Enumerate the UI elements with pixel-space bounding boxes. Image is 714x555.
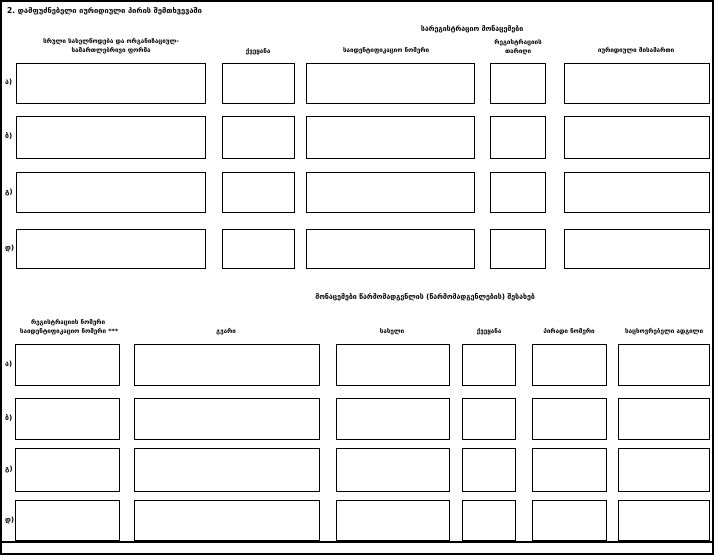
section-title: 2. დამფუძნებელი იურიდიული პირის შემთხვევაში xyxy=(7,6,202,15)
rep-cell-a-country[interactable] xyxy=(462,344,516,386)
rep-cell-g-personal[interactable] xyxy=(532,448,607,492)
rep-cell-b-country[interactable] xyxy=(462,398,516,440)
reg-cell-d-address[interactable] xyxy=(564,229,710,269)
rep-row-label-g: გ) xyxy=(5,465,13,473)
reg-cell-b-regdate[interactable] xyxy=(490,116,546,159)
reg-cell-a-fullname[interactable] xyxy=(16,63,206,104)
reg-cell-b-country[interactable] xyxy=(222,116,295,159)
col-header-regdate: რეგისტრაციის თარიღი xyxy=(494,39,542,56)
rep-cell-b-residence[interactable] xyxy=(618,398,710,440)
reg-cell-a-address[interactable] xyxy=(564,63,710,104)
col-header-rep-country: ქვეყანა xyxy=(476,328,502,335)
col-header-idnumber: საიდენტიფიკაციო ნომერი xyxy=(342,47,430,54)
reg-cell-d-idnumber[interactable] xyxy=(306,229,475,269)
reg-row-label-b: ბ) xyxy=(5,132,13,140)
reg-cell-g-fullname[interactable] xyxy=(16,172,206,213)
rep-cell-g-residence[interactable] xyxy=(618,448,710,492)
representatives-heading: მონაცემები წარმომადგენლის (წარმომადგენლების) შესახებ xyxy=(315,293,535,301)
rep-cell-a-name[interactable] xyxy=(336,344,450,386)
reg-cell-b-idnumber[interactable] xyxy=(306,116,475,159)
registration-heading: სარეგისტრაციო მონაცემები xyxy=(420,25,524,33)
rep-cell-a-regnumber[interactable] xyxy=(15,344,120,386)
col-header-personal-number: პირადი ნომერი xyxy=(543,328,595,335)
col-header-fullname: სრული სახელწოდება და ორგანიზაციულ-სამართლებრივი ფორმა xyxy=(43,38,179,55)
rep-cell-d-surname[interactable] xyxy=(134,500,320,541)
reg-row-label-d: დ) xyxy=(5,244,15,252)
rep-cell-a-personal[interactable] xyxy=(532,344,607,386)
rep-row-label-b: ბ) xyxy=(5,414,13,422)
reg-cell-g-idnumber[interactable] xyxy=(306,172,475,213)
reg-cell-d-fullname[interactable] xyxy=(16,229,206,269)
rep-cell-d-regnumber[interactable] xyxy=(15,500,120,541)
reg-cell-b-address[interactable] xyxy=(564,116,710,159)
section-divider-line xyxy=(2,541,712,543)
rep-cell-g-regnumber[interactable] xyxy=(15,448,120,492)
reg-cell-d-country[interactable] xyxy=(222,229,295,269)
rep-cell-b-regnumber[interactable] xyxy=(15,398,120,440)
rep-row-label-a: ა) xyxy=(5,360,13,368)
reg-cell-g-address[interactable] xyxy=(564,172,710,213)
col-header-surname: გვარი xyxy=(216,328,236,335)
reg-cell-a-idnumber[interactable] xyxy=(306,63,475,104)
reg-cell-a-regdate[interactable] xyxy=(490,63,546,104)
reg-cell-g-country[interactable] xyxy=(222,172,295,213)
reg-cell-g-regdate[interactable] xyxy=(490,172,546,213)
col-header-regnumber-line2: საიდენტიფიკაციო ნომერი *** xyxy=(19,328,119,335)
rep-cell-d-residence[interactable] xyxy=(618,500,710,541)
reg-cell-d-regdate[interactable] xyxy=(490,229,546,269)
col-header-name: სახელი xyxy=(379,328,405,335)
reg-row-label-g: გ) xyxy=(5,188,13,196)
rep-cell-d-personal[interactable] xyxy=(532,500,607,541)
rep-cell-g-name[interactable] xyxy=(336,448,450,492)
rep-cell-b-personal[interactable] xyxy=(532,398,607,440)
rep-row-label-d: დ) xyxy=(5,516,15,524)
rep-cell-a-surname[interactable] xyxy=(134,344,320,386)
rep-cell-d-name[interactable] xyxy=(336,500,450,541)
col-header-regnumber-line1: რეგისტრაციის ნომერი xyxy=(30,319,106,326)
col-header-residence: საცხოვრებელი ადგილი xyxy=(625,328,703,335)
rep-cell-g-surname[interactable] xyxy=(134,448,320,492)
col-header-address: იურიდიული მისამართი xyxy=(597,47,675,54)
rep-cell-d-country[interactable] xyxy=(462,500,516,541)
rep-cell-a-residence[interactable] xyxy=(618,344,710,386)
reg-cell-b-fullname[interactable] xyxy=(16,116,206,159)
reg-row-label-a: ა) xyxy=(5,78,13,86)
rep-cell-g-country[interactable] xyxy=(462,448,516,492)
col-header-country: ქვეყანა xyxy=(245,48,271,55)
rep-cell-b-surname[interactable] xyxy=(134,398,320,440)
reg-cell-a-country[interactable] xyxy=(222,63,295,104)
rep-cell-b-name[interactable] xyxy=(336,398,450,440)
